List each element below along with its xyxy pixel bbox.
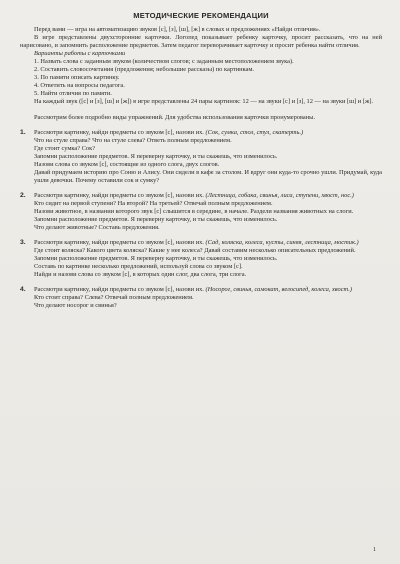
exercise-line: Что на стуле справа? Что на стуле слева? Ответь полным предложением.	[34, 136, 232, 144]
variant-item: 5. Найти отличия по памяти.	[34, 90, 112, 98]
variant-item: 4. Ответить на вопросы педагога.	[34, 82, 125, 90]
variants-heading: Варианты работы с карточками	[34, 50, 126, 58]
exercise-line: Запомни расположение предметов. Я переверну карточку, и ты скажешь, что изменилось.	[34, 152, 278, 160]
exercise-line: Составь по картинке несколько предложений, используй слова со звуком [с].	[34, 263, 243, 271]
page-number: 1	[373, 546, 376, 553]
exercise-line: Кто сидит на первой ступени? На второй? На третьей? Отвечай полным предложением.	[34, 199, 273, 207]
intro-paragraph-1: Перед вами — игра на автоматизацию звуков [с], [з], [ш], [ж] в словах и предложениях «Найди отличия».	[34, 26, 321, 34]
exercise-4	[20, 286, 382, 310]
exercise-1	[20, 129, 382, 185]
exercise-words: (Сок, сумка, стол, стул, скатерть.)	[205, 128, 304, 136]
variant-item: 3. По памяти описать картинку.	[34, 74, 120, 82]
exercise-number: 4.	[20, 286, 26, 294]
exercise-line: Запомни расположение предметов. Я переверну карточку, и ты скажешь, что изменилось.	[34, 216, 278, 224]
exercise-line: Что делают носорог и свинья?	[34, 302, 117, 310]
exercise-2	[20, 192, 382, 232]
exercise-line: Кто стоит справа? Слева? Отвечай полным предложением.	[34, 294, 194, 302]
exercise-number: 1.	[20, 128, 26, 136]
exercise-line: Что делают животные? Составь предложения.	[34, 224, 160, 232]
exercise-words: (Лестница, собака, свинья, лиса, ступени, хвост, нос.)	[205, 191, 354, 199]
intro-paragraph-2: В игре представлены двухсторонние карточки. Логопед показывает ребенку карточку, просит рассказать, что на ней нарисовано, и запомнить расположение предметов. Затем педагог переворачивает карточку и просит ребенка найти отличия.	[20, 34, 382, 50]
exercise-number: 3.	[20, 239, 26, 247]
exercise-line: Где стоит коляска? Какого цвета коляска? Какие у нее колеса? Давай составим несколько описательных предложений.	[34, 247, 356, 255]
exercise-task: Рассмотри картинку, найди предметы со звуком [с], назови их.	[34, 239, 204, 247]
variant-item: 1. Назвать слова с заданным звуком (количеством слогов; с заданным местоположением звука).	[34, 58, 294, 66]
exercise-line: Назови животное, в названии которого звук [с] слышится в середине, в начале. Раздели названия животных на слоги.	[34, 207, 354, 215]
numbering-note: Рассмотрим более подробно виды упражнений. Для удобства использования карточки пронумерованы.	[34, 113, 316, 121]
exercise-words: (Носорог, свинья, самокат, велосипед, колеса, хвост.)	[205, 286, 352, 294]
variant-item: 2. Составить словосочетания (предложения; небольшие рассказы) по картинкам.	[34, 66, 255, 74]
exercise-line: Запомни расположение предметов. Я переверну карточку, и ты скажешь, что изменилось.	[34, 255, 278, 263]
exercise-words: (Сад, коляска, колеса, кусты, синяя, лестница, мостик.)	[205, 239, 359, 247]
exercise-task: Рассмотри картинку, найди предметы со звуком [с], назови их.	[34, 286, 204, 294]
exercise-line: Давай придумаем историю про Соню и Алису. Они сидели в кафе за столом. И вдруг они куда-то срочно ушли. Придумай, куда ушли девочки. Почему оставили сок и сумку?	[34, 168, 382, 184]
pairs-note: На каждый звук ([с] и [з], [ш] и [ж]) в игре представлены 24 пары картинок: 12 — на звуки [с] и [з], 12 — на звуки [ш] и [ж].	[34, 98, 374, 106]
exercise-line: Назови слова со звуком [с], состоящие из одного слога, двух слогов.	[34, 160, 220, 168]
exercise-task: Рассмотри картинку, найди предметы со звуком [с], назови их.	[34, 128, 204, 136]
exercise-line: Найди и назови слова со звуком [с], в которых один слог, два слога, три слога.	[34, 271, 247, 279]
exercise-3	[20, 239, 382, 279]
exercise-line: Где стоит сумка? Сок?	[34, 144, 96, 152]
page-title: МЕТОДИЧЕСКИЕ РЕКОМЕНДАЦИИ	[133, 11, 269, 20]
exercise-task: Рассмотри картинку, найди предметы со звуком [с], назови их.	[34, 191, 204, 199]
exercise-number: 2.	[20, 191, 26, 199]
